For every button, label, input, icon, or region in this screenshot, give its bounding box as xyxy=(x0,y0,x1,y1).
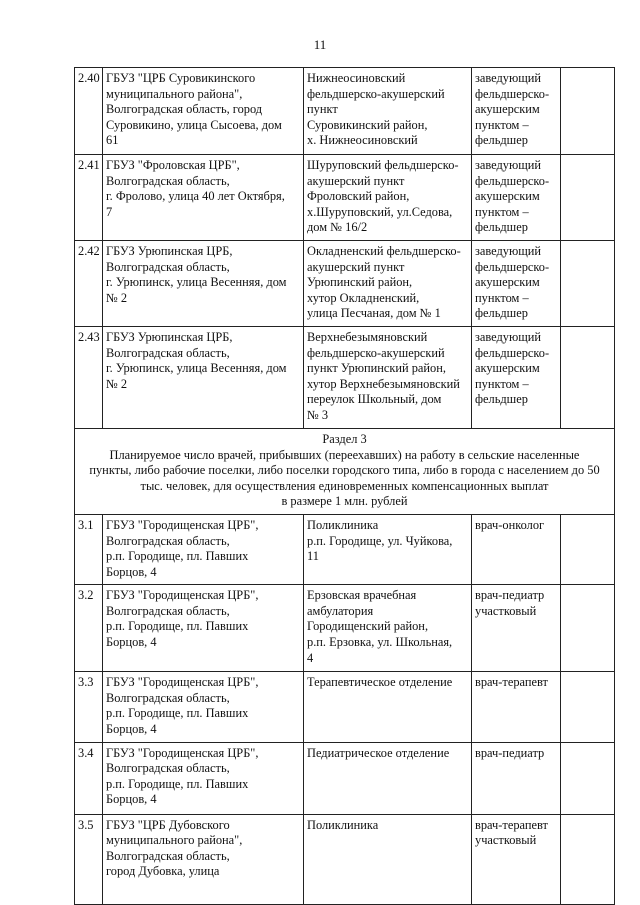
workplace-cell xyxy=(304,742,472,814)
organization-cell xyxy=(103,585,304,672)
workplace-cell xyxy=(304,240,472,326)
organization-cell xyxy=(103,814,304,904)
workplace-line: № 3 xyxy=(307,407,329,422)
position-cell xyxy=(472,68,561,155)
row-number: 2.41 xyxy=(75,155,103,241)
organization-line: Волгоградская область, xyxy=(106,173,230,188)
workplace-line: х.Шуруповский, ул.Седова, xyxy=(307,204,453,219)
section-header-cell xyxy=(75,428,615,514)
organization-cell xyxy=(103,240,304,326)
workplace-line: Городищенский район, xyxy=(307,619,429,634)
workplace-line: пункт Урюпинский район, xyxy=(307,361,446,376)
organization-line: Суровикино, улица Сысоева, дом xyxy=(106,117,282,132)
empty-cell xyxy=(561,514,615,584)
position-line: фельдшер xyxy=(475,392,528,407)
position-line: врач-педиатр xyxy=(475,588,545,603)
position-line: фельдшерско- xyxy=(475,259,550,274)
table-row xyxy=(75,514,615,584)
workplace-line: дом № 16/2 xyxy=(307,220,368,235)
workplace-line: Верхнебезымяновский xyxy=(307,329,428,344)
position-cell xyxy=(472,514,561,584)
organization-line: ГБУЗ "ЦРБ Суровикинского xyxy=(106,71,256,85)
organization-line: р.п. Городище, пл. Павших xyxy=(106,549,249,564)
table-row xyxy=(75,326,615,428)
organization-line: р.п. Городище, пл. Павших xyxy=(106,776,249,791)
workplace-line: Фроловский район, xyxy=(307,189,410,204)
section-line: тыс. человек, для осуществления единовременных компенсационных выплат xyxy=(140,478,549,493)
table-row xyxy=(75,68,615,155)
organization-line: ГБУЗ Урюпинская ЦРБ, xyxy=(106,329,233,344)
position-line: пунктом – xyxy=(475,376,529,391)
organization-line: Волгоградская область, город xyxy=(106,102,263,117)
workplace-line: х. Нижнеосиновский xyxy=(307,133,418,148)
section-header-row xyxy=(75,428,615,514)
organization-cell xyxy=(103,672,304,742)
position-line: акушерским xyxy=(475,361,540,376)
section-line: в размере 1 млн. рублей xyxy=(281,494,408,509)
organization-line: Волгоградская область, xyxy=(106,848,230,863)
position-line: врач-педиатр xyxy=(475,745,545,760)
organization-line: г. Урюпинск, улица Весенняя, дом xyxy=(106,361,287,376)
organization-line: Волгоградская область, xyxy=(106,603,230,618)
workplace-line: р.п. Ерзовка, ул. Школьная, xyxy=(307,635,453,650)
workplace-line: Шуруповский фельдшерско- xyxy=(307,158,459,172)
section-title: Раздел 3 xyxy=(322,431,367,446)
empty-cell xyxy=(561,672,615,742)
organization-line: Волгоградская область, xyxy=(106,533,230,548)
position-line: фельдшер xyxy=(475,306,528,321)
organization-line: Борцов, 4 xyxy=(106,635,157,650)
row-number: 2.42 xyxy=(75,240,103,326)
workplace-cell xyxy=(304,155,472,241)
row-number: 3.5 xyxy=(75,814,103,904)
organization-line: муниципального района", xyxy=(106,86,243,101)
position-cell xyxy=(472,672,561,742)
organization-line: Волгоградская область, xyxy=(106,761,230,776)
position-line: фельдшерско- xyxy=(475,345,550,360)
row-number: 3.3 xyxy=(75,672,103,742)
empty-cell xyxy=(561,240,615,326)
organization-line: № 2 xyxy=(106,290,128,305)
position-line: заведующий xyxy=(475,329,542,344)
position-line: участковый xyxy=(475,833,537,848)
table-row xyxy=(75,240,615,326)
organization-line: Волгоградская область, xyxy=(106,690,230,705)
table-row xyxy=(75,742,615,814)
row-number: 2.43 xyxy=(75,326,103,428)
organization-line: ГБУЗ "Городищенская ЦРБ", xyxy=(106,745,259,760)
organization-line: ГБУЗ Урюпинская ЦРБ, xyxy=(106,243,233,258)
workplace-line: амбулатория xyxy=(307,603,374,618)
empty-cell xyxy=(561,68,615,155)
row-number: 2.40 xyxy=(75,68,103,155)
position-cell xyxy=(472,240,561,326)
workplace-line: Окладненский фельдшерско- xyxy=(307,243,461,258)
table-row xyxy=(75,672,615,742)
facilities-table xyxy=(74,67,615,905)
workplace-line: Ерзовская врачебная xyxy=(307,588,417,603)
section-line: пункты, либо рабочие поселки, либо поселки городского типа, либо в города с населением до 50 xyxy=(89,463,600,478)
organization-line: № 2 xyxy=(106,376,128,391)
empty-cell xyxy=(561,742,615,814)
position-line: пунктом – xyxy=(475,290,529,305)
position-line: заведующий xyxy=(475,158,542,172)
workplace-line: акушерский пункт xyxy=(307,173,405,188)
organization-cell xyxy=(103,742,304,814)
empty-cell xyxy=(561,585,615,672)
workplace-line: Педиатрическое отделение xyxy=(307,745,450,760)
workplace-line: Поликлиника xyxy=(307,517,379,532)
row-number: 3.1 xyxy=(75,514,103,584)
workplace-line: акушерский пункт xyxy=(307,259,405,274)
position-line: пунктом – xyxy=(475,204,529,219)
workplace-line: Поликлиника xyxy=(307,817,379,832)
organization-line: 61 xyxy=(106,133,119,148)
organization-line: р.п. Городище, пл. Павших xyxy=(106,619,249,634)
organization-cell xyxy=(103,514,304,584)
organization-line: ГБУЗ "Городищенская ЦРБ", xyxy=(106,588,259,603)
workplace-cell xyxy=(304,68,472,155)
workplace-line: хутор Верхнебезымяновский xyxy=(307,376,460,391)
organization-cell xyxy=(103,155,304,241)
organization-line: Борцов, 4 xyxy=(106,564,157,579)
organization-line: Волгоградская область, xyxy=(106,345,230,360)
organization-cell xyxy=(103,326,304,428)
organization-cell xyxy=(103,68,304,155)
position-cell xyxy=(472,155,561,241)
position-line: пунктом – xyxy=(475,117,529,132)
position-line: врач-терапевт xyxy=(475,817,548,832)
workplace-line: фельдшерско-акушерский xyxy=(307,345,445,360)
organization-line: ГБУЗ "Городищенская ЦРБ", xyxy=(106,517,259,532)
empty-cell xyxy=(561,814,615,904)
workplace-line: хутор Окладненский, xyxy=(307,290,420,305)
table-row xyxy=(75,585,615,672)
organization-line: муниципального района", xyxy=(106,833,243,848)
row-number: 3.2 xyxy=(75,585,103,672)
workplace-cell xyxy=(304,672,472,742)
organization-line: г. Урюпинск, улица Весенняя, дом xyxy=(106,275,287,290)
section-line: Планируемое число врачей, прибывших (переехавших) на работу в сельские населенные xyxy=(109,447,580,462)
workplace-cell xyxy=(304,585,472,672)
workplace-line: пункт xyxy=(307,102,338,117)
position-line: фельдшерско- xyxy=(475,173,550,188)
workplace-cell xyxy=(304,326,472,428)
position-line: акушерским xyxy=(475,102,540,117)
position-line: врач-онколог xyxy=(475,517,545,532)
workplace-line: Суровикинский район, xyxy=(307,117,428,132)
position-line: участковый xyxy=(475,603,537,618)
position-line: фельдшер xyxy=(475,220,528,235)
organization-line: Борцов, 4 xyxy=(106,792,157,807)
organization-line: город Дубовка, улица xyxy=(106,864,220,879)
position-line: акушерским xyxy=(475,189,540,204)
workplace-cell xyxy=(304,814,472,904)
organization-line: ГБУЗ "Городищенская ЦРБ", xyxy=(106,675,259,690)
empty-cell xyxy=(561,155,615,241)
page-number: 11 xyxy=(313,37,327,52)
organization-line: р.п. Городище, пл. Павших xyxy=(106,706,249,721)
empty-cell xyxy=(561,326,615,428)
workplace-line: 11 xyxy=(307,549,319,564)
organization-line: ГБУЗ "ЦРБ Дубовского xyxy=(106,817,230,832)
table-row xyxy=(75,155,615,241)
organization-line: 7 xyxy=(106,204,113,219)
workplace-line: р.п. Городище, ул. Чуйкова, xyxy=(307,533,453,548)
workplace-line: 4 xyxy=(307,650,314,665)
row-number: 3.4 xyxy=(75,742,103,814)
organization-line: ГБУЗ "Фроловская ЦРБ", xyxy=(106,158,240,172)
position-line: акушерским xyxy=(475,275,540,290)
workplace-line: Урюпинский район, xyxy=(307,275,413,290)
organization-line: г. Фролово, улица 40 лет Октября, xyxy=(106,189,285,204)
workplace-line: улица Песчаная, дом № 1 xyxy=(307,306,441,321)
position-cell xyxy=(472,814,561,904)
position-line: фельдшерско- xyxy=(475,86,550,101)
organization-line: Волгоградская область, xyxy=(106,259,230,274)
workplace-line: переулок Школьный, дом xyxy=(307,392,442,407)
position-cell xyxy=(472,742,561,814)
organization-line: Борцов, 4 xyxy=(106,722,157,737)
workplace-line: Терапевтическое отделение xyxy=(307,675,453,690)
workplace-cell xyxy=(304,514,472,584)
workplace-line: Нижнеосиновский xyxy=(307,71,406,85)
position-cell xyxy=(472,585,561,672)
position-cell xyxy=(472,326,561,428)
position-line: заведующий xyxy=(475,71,542,85)
position-line: заведующий xyxy=(475,243,542,258)
table-row xyxy=(75,814,615,904)
workplace-line: фельдшерско-акушерский xyxy=(307,86,445,101)
position-line: фельдшер xyxy=(475,133,528,148)
position-line: врач-терапевт xyxy=(475,675,548,690)
